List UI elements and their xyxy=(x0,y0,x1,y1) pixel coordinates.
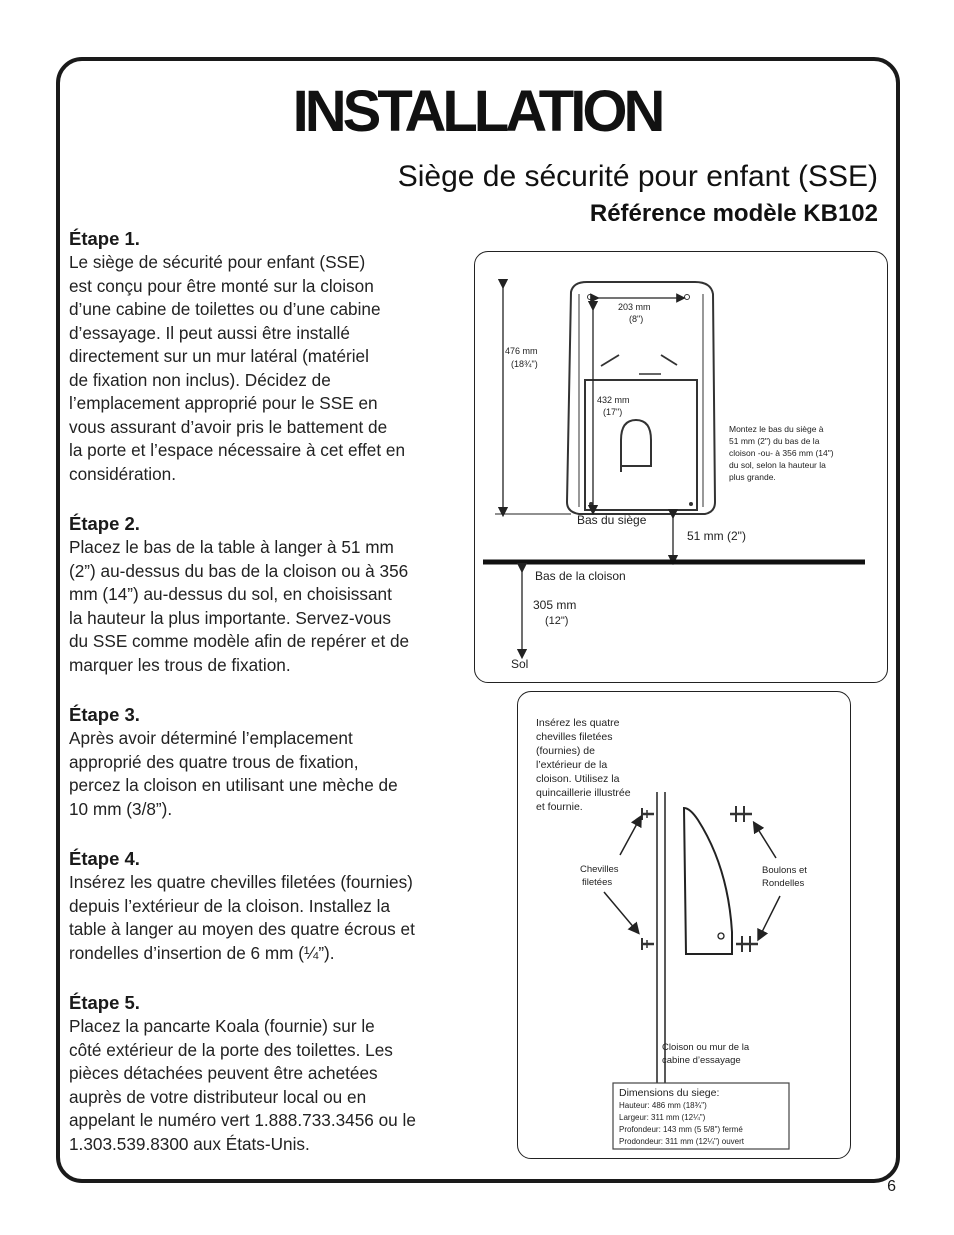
inner-height-label: 432 mm xyxy=(597,395,630,405)
svg-text:cabine d’essayage: cabine d’essayage xyxy=(662,1055,741,1066)
installation-steps xyxy=(69,227,469,1182)
hardware-note xyxy=(536,717,631,813)
partition-bottom-label: Bas de la cloison xyxy=(535,569,626,583)
step-5 xyxy=(69,991,469,1156)
svg-text:cloison. Utilisez la: cloison. Utilisez la xyxy=(536,773,620,785)
svg-text:Insérez les quatre: Insérez les quatre xyxy=(536,717,620,729)
seat-opening xyxy=(621,420,651,472)
svg-text:Montez le bas du siège à: Montez le bas du siège à xyxy=(729,424,824,434)
anchors-label xyxy=(580,864,619,888)
dimension-height: Hauteur: 486 mm (18¾") xyxy=(619,1101,707,1110)
height-label: 476 mm xyxy=(505,346,538,356)
svg-text:quincaillerie illustrée: quincaillerie illustrée xyxy=(536,787,631,799)
svg-text:(fournies) de: (fournies) de xyxy=(536,745,595,757)
seat-side-profile xyxy=(684,808,732,954)
bolts-label xyxy=(762,865,807,889)
hardware-illustration xyxy=(518,692,850,1158)
bolt-washer-bottom xyxy=(736,936,758,952)
dimensions-title: Dimensions du siege: xyxy=(619,1087,720,1099)
gap-label: 51 mm (2") xyxy=(687,529,746,543)
step-title: Étape 5. xyxy=(69,992,140,1013)
step-3 xyxy=(69,703,469,821)
model-reference: Référence modèle KB102 xyxy=(589,200,878,227)
step-title: Étape 4. xyxy=(69,848,140,869)
threaded-anchor-top xyxy=(641,808,654,820)
step-text: Insérez les quatre chevilles filetées (fournies) depuis l’extérieur de la cloison. Installez la table à langer au moyen des quatre écrous et rondelles d’insertion de 6 mm (¼”). xyxy=(69,872,415,963)
page-number: 6 xyxy=(887,1178,896,1195)
dimension-depth-closed: Profondeur: 143 mm (5 5/8") fermé xyxy=(619,1125,743,1134)
step-text: Placez la pancarte Koala (fournie) sur le côté extérieur de la porte des toilettes. Les pièces détachées peuvent être achetées auprès de votre distributeur local ou en appelant le numéro vert 1.888.733.3456 ou le 1.303.539.8300 aux États-Unis. xyxy=(69,1016,416,1154)
svg-text:51 mm (2") du bas de la: 51 mm (2") du bas de la xyxy=(729,436,820,446)
width-label: 203 mm xyxy=(618,302,651,312)
step-title: Étape 3. xyxy=(69,704,140,725)
mounting-height-diagram xyxy=(474,251,888,683)
step-4 xyxy=(69,847,469,965)
svg-text:Rondelles: Rondelles xyxy=(762,878,805,889)
svg-text:Cloison ou mur de la: Cloison ou mur de la xyxy=(662,1042,750,1053)
page-title: INSTALLATION xyxy=(292,79,662,144)
svg-text:Boulons et: Boulons et xyxy=(762,865,807,876)
width-label-inches: (8") xyxy=(629,314,644,324)
hardware-diagram xyxy=(517,691,851,1159)
svg-text:plus grande.: plus grande. xyxy=(729,472,776,482)
floor-gap-label: 305 mm xyxy=(533,598,577,612)
height-label-inches: (18¾") xyxy=(511,359,538,369)
floor-label: Sol xyxy=(511,657,529,671)
bolt-washer-top xyxy=(730,806,752,822)
svg-text:Chevilles: Chevilles xyxy=(580,864,619,875)
step-1 xyxy=(69,227,469,486)
step-text: Le siège de sécurité pour enfant (SSE) est conçu pour être monté sur la cloison d’une cabine de toilettes ou d’une cabine d’essayage. Il peut aussi être installé directement sur un mur latéral (matériel de fixation non inclus). Décidez de l’emplacement approprié pour le SSE en vous assurant d’avoir pris le battement de la porte et l’espace nécessaire à cet effet en considération. xyxy=(69,252,406,484)
svg-text:et fournie.: et fournie. xyxy=(536,801,583,813)
step-text: Après avoir déterminé l’emplacement approprié des quatre trous de fixation, percez la cloison en utilisant une mèche de 10 mm (3/8”). xyxy=(69,728,398,819)
threaded-anchor-bottom xyxy=(641,938,654,950)
svg-text:du sol, selon la hauteur la: du sol, selon la hauteur la xyxy=(729,460,826,470)
mounting-note xyxy=(729,424,834,482)
step-title: Étape 1. xyxy=(69,228,140,249)
floor-gap-label-inches: (12") xyxy=(545,615,569,627)
partition-label xyxy=(662,1042,750,1066)
seat-bottom-label: Bas du siège xyxy=(577,513,647,527)
svg-text:cloison -ou- à 356 mm (14"): cloison -ou- à 356 mm (14") xyxy=(729,448,834,458)
step-2 xyxy=(69,512,469,677)
mounting-height-illustration xyxy=(475,252,887,682)
dimension-depth-open: Prodondeur: 311 mm (12¼") ouvert xyxy=(619,1137,744,1146)
product-subtitle: Siège de sécurité pour enfant (SSE) xyxy=(397,160,878,193)
dimension-width: Largeur: 311 mm (12¼") xyxy=(619,1113,706,1122)
step-text: Placez le bas de la table à langer à 51 mm (2”) au-dessus du bas de la cloison ou à 356 mm (14”) au-dessus du sol, en choisissant la hauteur la plus importante. Servez-vous du SSE comme modèle afin de repérer et de marquer les trous de fixation. xyxy=(69,537,410,675)
svg-text:l’extérieur de la: l’extérieur de la xyxy=(536,759,608,771)
svg-text:filetées: filetées xyxy=(582,877,613,888)
step-title: Étape 2. xyxy=(69,513,140,534)
inner-height-label-inches: (17") xyxy=(603,407,623,417)
svg-text:chevilles filetées: chevilles filetées xyxy=(536,731,613,743)
